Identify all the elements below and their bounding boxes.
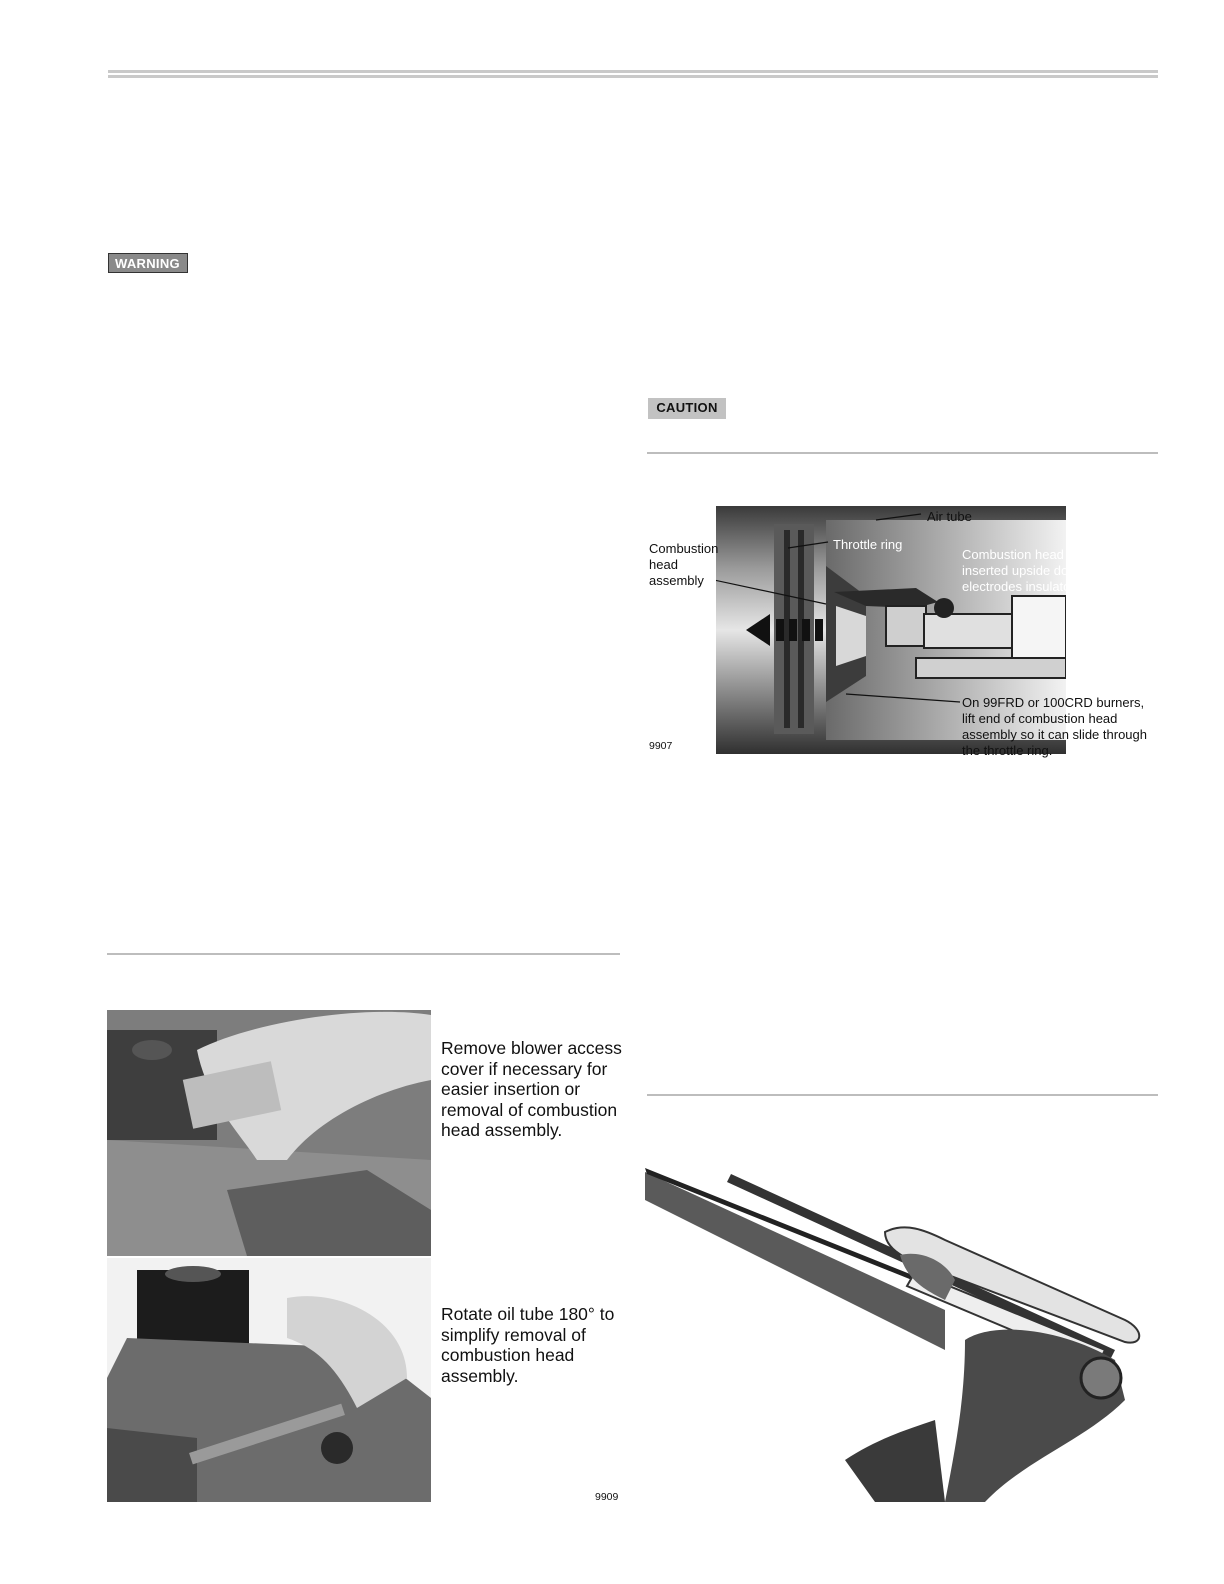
figure-number-9909: 9909 — [595, 1491, 619, 1503]
header-rule — [108, 70, 1158, 78]
caution-badge: CAUTION — [648, 398, 726, 419]
section-divider-left — [107, 953, 620, 955]
label-upside-down-note: Combustion head assembly is inserted upside down so electrodes insulators clear. — [962, 547, 1136, 594]
photo-electrode-assembly — [645, 1160, 1160, 1502]
section-divider-right-bottom — [647, 1094, 1158, 1096]
label-lift-note: On 99FRD or 100CRD burners, lift end of combustion head assembly so it can slide through the throttle ring. — [962, 695, 1147, 758]
photo-remove-blower-cover — [107, 1010, 431, 1256]
photo-rotate-oil-tube — [107, 1258, 431, 1502]
label-air-tube: Air tube — [927, 509, 972, 524]
caption-rotate-oil-tube: Rotate oil tube 180° to simplify removal of combustion head assembly. — [441, 1304, 615, 1386]
label-combustion-head: Combustion head assembly — [649, 541, 719, 588]
warning-badge: WARNING — [108, 253, 188, 273]
label-throttle-ring: Throttle ring — [833, 537, 903, 552]
caption-remove-blower-cover: Remove blower access cover if necessary for easier insertion or removal of combustion head assembly. — [441, 1038, 622, 1140]
section-divider-right-top — [647, 452, 1158, 454]
figure-number-9907: 9907 — [649, 740, 673, 752]
